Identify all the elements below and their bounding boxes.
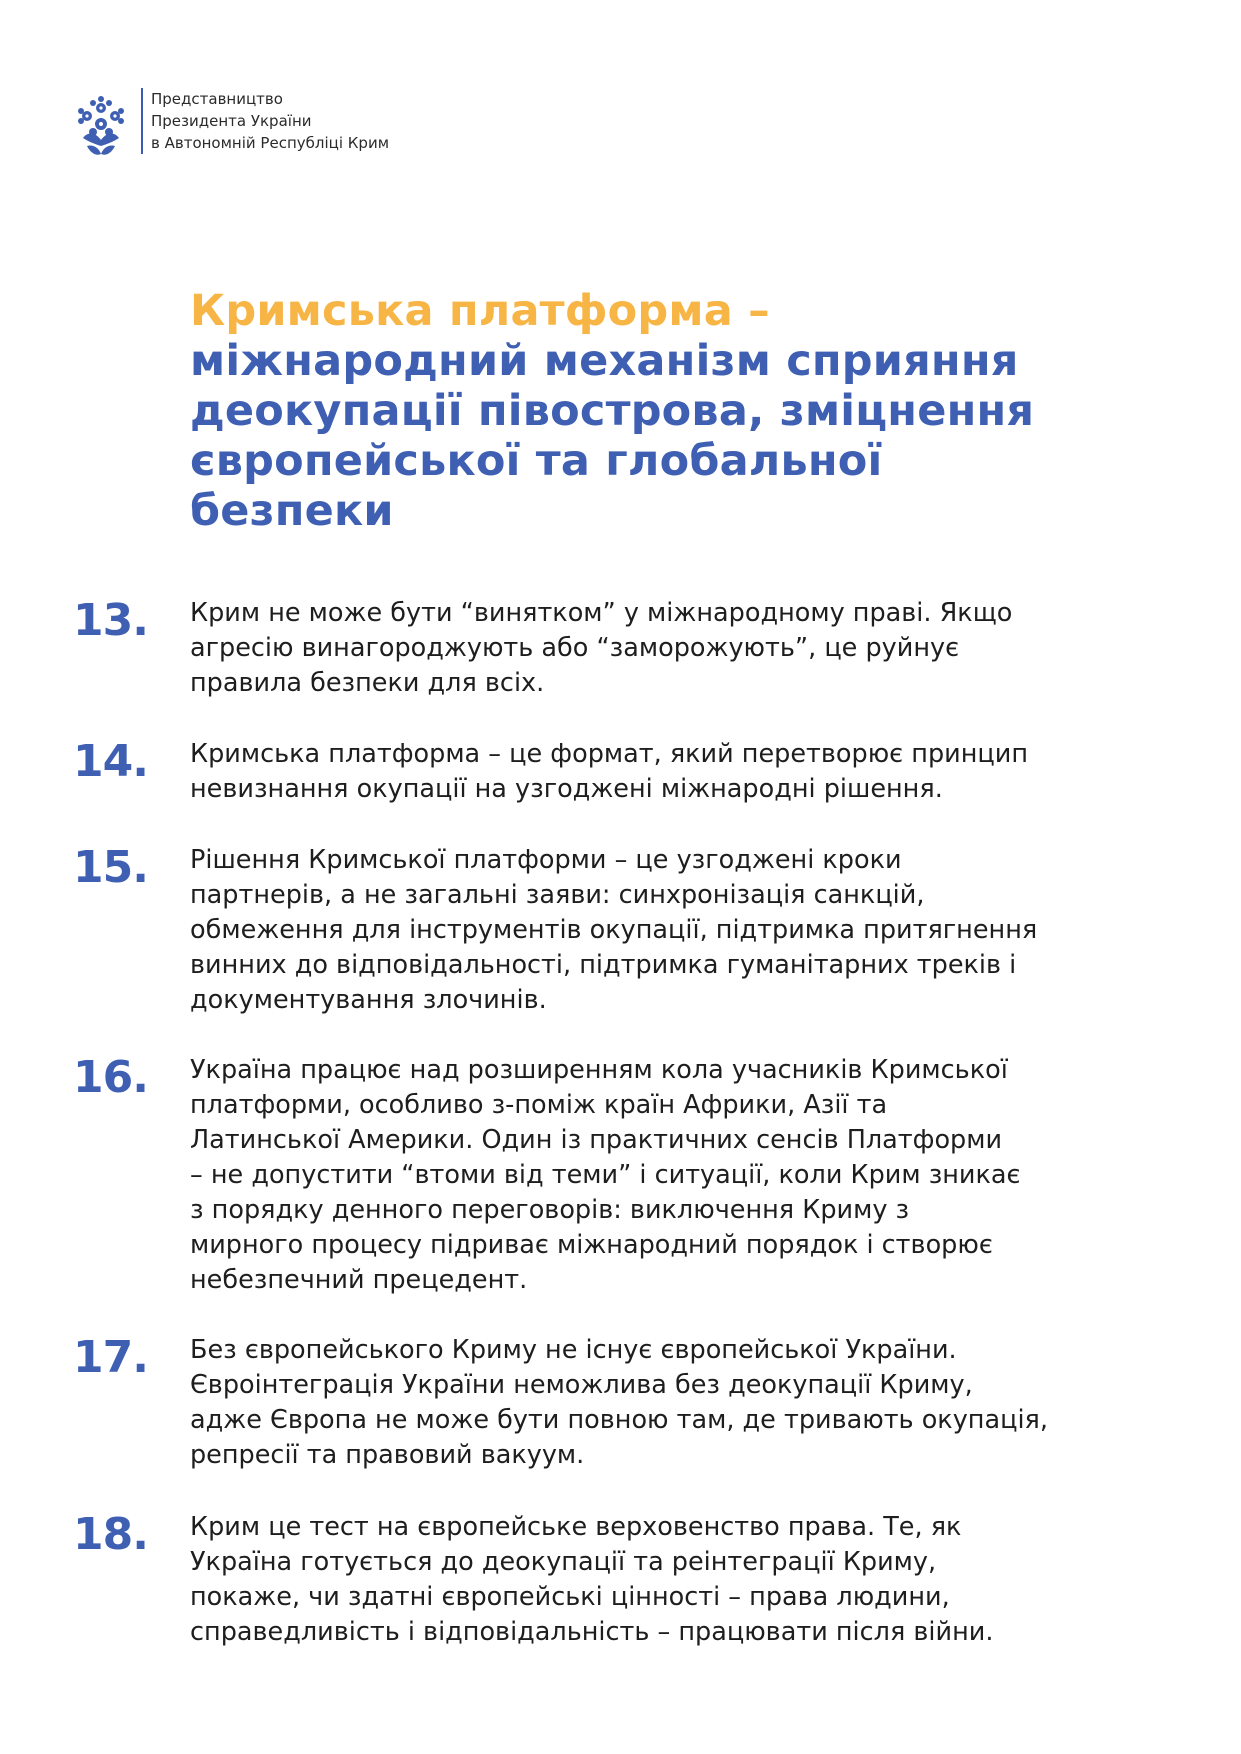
org-name-line-2: Президента України [151,112,312,130]
thesis-number: 13. [73,595,148,646]
page-title-accent: Кримська платформа – [190,286,770,336]
thesis-number: 18. [73,1509,148,1560]
thesis-text: Крим не може бути “винятком” у міжнародному праві. Якщо агресію винагороджують або “заморожують”, це руйнує правила безпеки для всіх. [190,598,1013,698]
thesis-item-18 [73,1510,1173,1650]
thesis-text: Україна працює над розширенням кола учасників Кримської платформи, особливо з-поміж країн Африки, Азії та Латинської Америки. Один із практичних сенсів Платформи – не допустити “втоми від теми” і ситуації, коли Крим зникає з порядку денного переговорів: виключення Криму з мирного процесу підриває міжнародний порядок і створює небезпечний прецедент. [190,1055,1021,1295]
thesis-number: 15. [73,842,148,893]
organization-name [141,88,389,154]
org-name-line-1: Представництво [151,90,283,108]
thesis-number: 17. [73,1332,148,1383]
thesis-text: Кримська платформа – це формат, який перетворює принцип невизнання окупації на узгоджені міжнародні рішення. [190,739,1028,804]
page-title-main: міжнародний механізм сприяння деокупації півострова, зміцнення європейської та глобальної безпеки [190,336,1035,536]
thesis-item-16 [73,1053,1173,1298]
header [73,88,389,158]
thesis-item-13 [73,596,1173,701]
thesis-item-15 [73,843,1173,1018]
thesis-text: Рішення Кримської платформи – це узгоджені кроки партнерів, а не загальні заяви: синхронізація санкцій, обмеження для інструментів окупації, підтримка притягнення винних до відповідальності, підтримка гуманітарних треків і документування злочинів. [190,845,1038,1015]
crimean-flower-emblem-icon [73,94,129,158]
thesis-number: 16. [73,1052,148,1103]
thesis-item-17 [73,1333,1173,1473]
thesis-number: 14. [73,736,148,787]
page-title [190,286,1170,536]
org-name-line-3: в Автономній Республіці Крим [151,134,390,152]
thesis-item-14 [73,737,1173,807]
thesis-text: Крим це тест на європейське верховенство права. Те, як Україна готується до деокупації та реінтеграції Криму, покаже, чи здатні європейські цінності – права людини, справедливість і відповідальність – працювати після війни. [190,1512,994,1647]
thesis-text: Без європейського Криму не існує європейської України. Євроінтеграція України неможлива без деокупації Криму, адже Європа не може бути повною там, де тривають окупація, репресії та правовий вакуум. [190,1335,1048,1470]
